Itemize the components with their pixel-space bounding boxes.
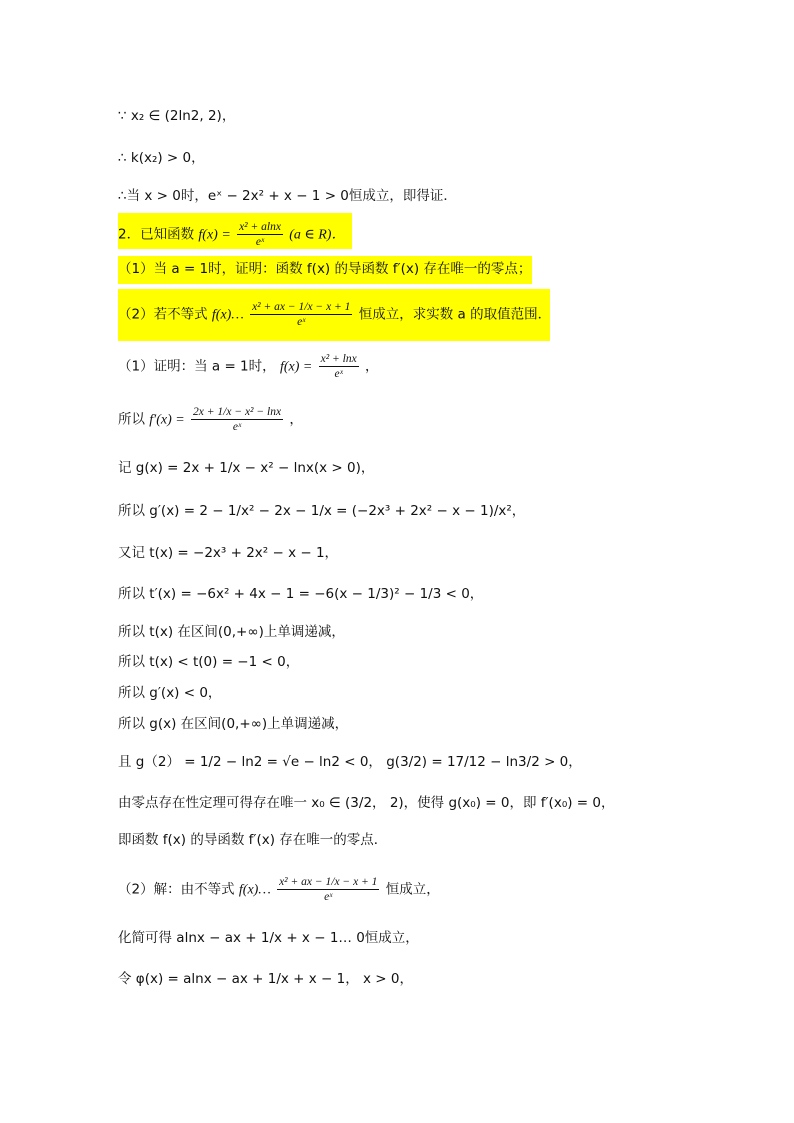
- solution-line-9: 所以 g′(x) < 0，: [118, 685, 222, 701]
- proof-line-3: ∴当 x > 0时，eˣ − 2x² + x − 1 > 0恒成立，即得证．: [118, 188, 457, 204]
- proof-line-1: ∵ x₂ ∈ (2ln2, 2)，: [118, 108, 236, 124]
- solution-line-7: 所以 t(x) 在区间(0,+∞)上单调递减，: [118, 624, 345, 640]
- solution-line-6: 所以 t′(x) = −6x² + 4x − 1 = −6(x − 1/3)² − 1/3 < 0，: [118, 586, 484, 602]
- solution-line-12: 由零点存在性定理可得存在唯一 x₀ ∈ (3/2， 2)，使得 g(x₀) = 0，即 f′(x₀) = 0，: [118, 795, 615, 811]
- solution-line-4: 所以 g′(x) = 2 − 1/x² − 2x − 1/x = (−2x³ + 2x² − x − 1)/x²，: [118, 503, 526, 519]
- solution-part2-line-3: 令 φ(x) = alnx − ax + 1/x + x − 1， x > 0，: [118, 971, 413, 987]
- question-part2-fraction: $\frac{\text{x² + ax − 1/x − x + 1}}{\text{eˣ}}$: [252, 301, 351, 329]
- solution-part2-line-1: （2）解：由不等式 f(x)… $\frac{\text{x² + ax − 1/x − x + 1}}{\text{eˣ}}$ 恒成立，: [118, 876, 440, 904]
- question-fraction: $\frac{\text{x² + alnx}}{\text{eˣ}}$: [239, 221, 281, 249]
- question-domain: (a ∈ R)．: [289, 227, 346, 243]
- question-title: [118, 220, 345, 250]
- solution-line-3: 记 g(x) = 2x + 1/x − x² − lnx(x > 0)，: [118, 460, 375, 476]
- solution-line-10: 所以 g(x) 在区间(0,+∞)上单调递减，: [118, 716, 349, 732]
- solution-line-8: 所以 t(x) < t(0) = −1 < 0，: [118, 654, 300, 670]
- question-part1: （1）当 a = 1时，证明：函数 f(x) 的导函数 f′(x) 存在唯一的零点；: [118, 261, 532, 277]
- solution-line-1: （1）证明：当 a = 1时， f(x) = $\frac{\text{x² + lnx}}{\text{eˣ}}$ ，: [118, 353, 379, 381]
- solution-line-13: 即函数 f(x) 的导函数 f′(x) 存在唯一的零点．: [118, 832, 388, 848]
- question-function: f(x) =: [198, 227, 231, 243]
- question-part2: （2）若不等式 f(x)… $\frac{\text{x² + ax − 1/x − x + 1}}{\text{eˣ}}$ 恒成立，求实数 a 的取值范围．: [118, 301, 552, 329]
- solution-line-2: 所以 f′(x) = $\frac{\text{2x + 1/x − x² − lnx}}{\text{eˣ}}$ ，: [118, 406, 303, 434]
- solution-part2-line-2: 化简可得 alnx − ax + 1/x + x − 1… 0恒成立，: [118, 930, 419, 946]
- solution-line-11: 且 g（2） = 1/2 − ln2 = √e − ln2 < 0， g(3/2) = 17/12 − ln3/2 > 0，: [118, 754, 582, 770]
- solution-line-5: 又记 t(x) = −2x³ + 2x² − x − 1，: [118, 545, 339, 561]
- question-intro: 2．已知函数: [118, 226, 195, 243]
- proof-line-2: ∴ k(x₂) > 0，: [118, 150, 205, 166]
